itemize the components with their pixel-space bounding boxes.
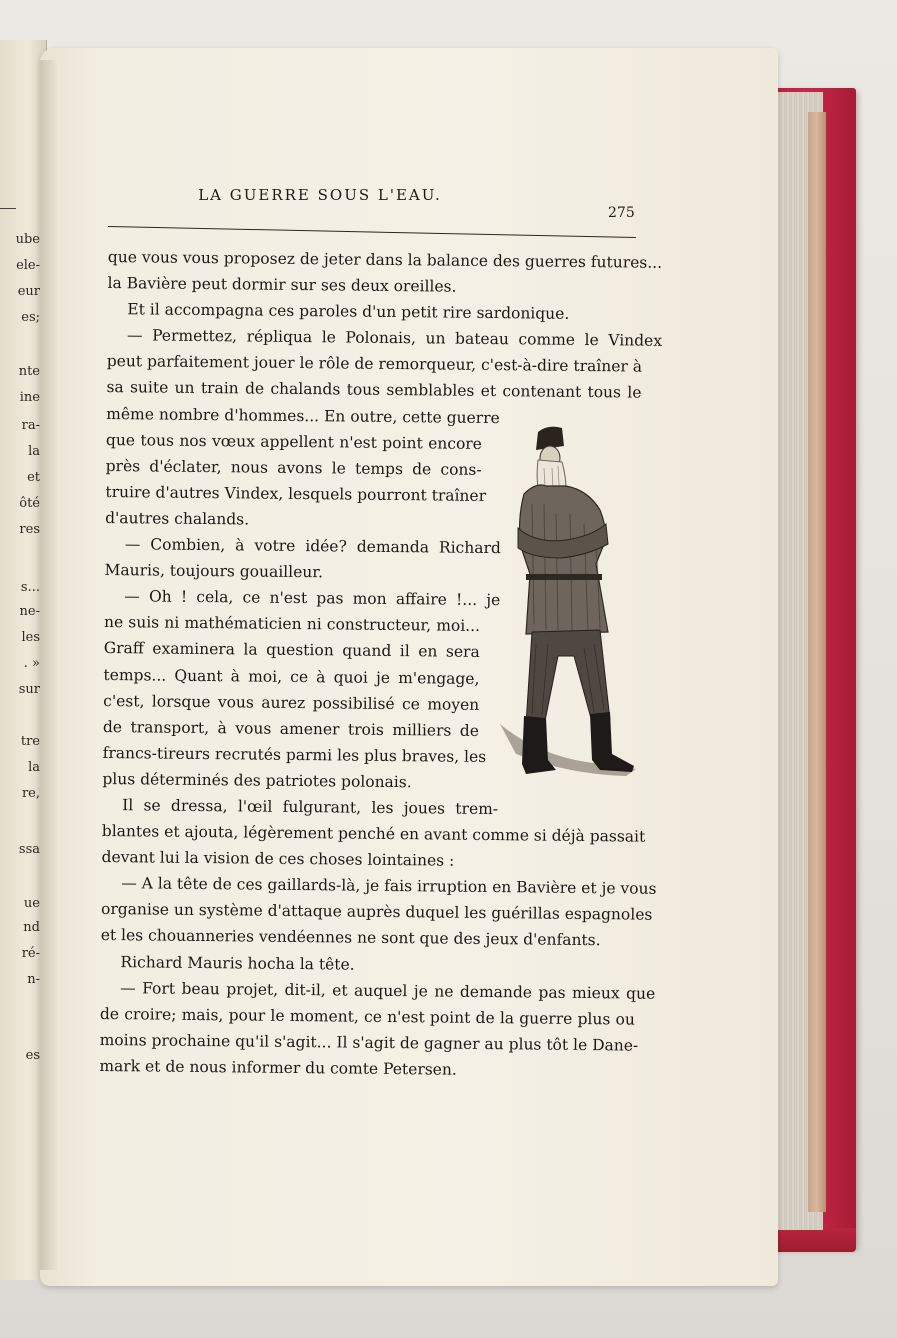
text-line: temps... Quant à moi, ce à quoi je m'engage, [103, 665, 480, 688]
previous-page-fragment: la [28, 444, 40, 459]
illustration-bearded-man [496, 424, 644, 786]
text-line: devant lui la vision de ces choses lointaines : [101, 848, 455, 870]
text-line: ne suis ni mathématicien ni constructeur, moi... [103, 613, 481, 636]
text-line: sa suite un train de chalands tous semblables et contenant tous le [106, 378, 642, 403]
text-line: — Oh ! cela, ce n'est pas mon affaire !... je [124, 587, 501, 610]
text-line: organise un système d'attaque auprès duquel les guérillas espagnoles [100, 900, 653, 925]
text-line: près d'éclater, nous avons le temps de cons- [105, 456, 482, 479]
text-line: — Fort beau projet, dit-il, et auquel je ne demande pas mieux que [120, 978, 656, 1003]
text-line: c'est, lorsque vous aurez possibilisé ce moyen [103, 691, 480, 714]
text-line: peut parfaitement jouer le rôle de remorqueur, c'est-à-dire traîner à [106, 352, 643, 376]
text-line: la Bavière peut dormir sur ses deux oreilles. [107, 274, 457, 296]
previous-page-fragment: ré- [21, 946, 40, 961]
previous-page-fragment: res [19, 522, 40, 537]
text-line: — A la tête de ces gaillards-là, je fais irruption en Bavière et je vous [121, 874, 657, 899]
text-line: plus déterminés des patriotes polonais. [102, 769, 412, 792]
previous-page-fragment: nte [18, 364, 40, 379]
previous-page-fragment: ôté [19, 496, 40, 511]
text-line: d'autres chalands. [105, 508, 250, 529]
previous-page-fragment: n- [27, 972, 40, 987]
previous-page-fragment: re, [21, 786, 40, 801]
text-line: que vous vous proposez de jeter dans la balance des guerres futures... [107, 247, 663, 272]
previous-page-fragment: ube [15, 232, 40, 247]
page-block-edge [808, 112, 826, 1212]
page-gutter-shadow [40, 60, 58, 1270]
previous-page-fragment: es; [21, 310, 40, 325]
text-line: que tous nos vœux appellent n'est point encore [105, 430, 483, 453]
text-line: francs-tireurs recrutés parmi les plus braves, les [102, 743, 487, 766]
text-line: et les chouanneries vendéennes ne sont que des jeux d'enfants. [100, 926, 601, 950]
text-line: de transport, à vous amener trois milliers de [102, 717, 480, 740]
previous-page-fragment: s... [20, 580, 40, 595]
text-line: moins prochaine qu'il s'agit... Il s'agit de gagner au plus tôt le Dane- [99, 1030, 639, 1055]
previous-page-fragment: eur [17, 284, 40, 299]
text-line: Et il accompagna ces paroles d'un petit rire sardonique. [127, 300, 570, 324]
previous-page-fragment: ra- [21, 418, 40, 433]
text-line: — Combien, à votre idée? demanda Richard [124, 535, 501, 558]
previous-page-rule [0, 208, 16, 209]
text-line: Mauris, toujours gouailleur. [104, 561, 324, 582]
running-head: LA GUERRE SOUS L'EAU. [198, 186, 442, 204]
previous-page-fragment: es [25, 1048, 40, 1063]
previous-page-fragment: nd [23, 920, 40, 935]
previous-page-fragment: les [21, 630, 40, 645]
text-line: Il se dressa, l'œil fulgurant, les joues trem- [122, 796, 499, 819]
text-line: Graff examinera la question quand il en sera [103, 639, 480, 662]
previous-page-fragment: . » [23, 656, 40, 671]
previous-page-fragment: sur [18, 682, 40, 697]
previous-page-fragment: ine [19, 390, 40, 405]
text-line: Richard Mauris hocha la tête. [120, 952, 355, 974]
text-line: même nombre d'hommes... En outre, cette guerre [106, 404, 500, 427]
previous-page-fragment: ue [23, 896, 40, 911]
previous-page-fragment: ele- [16, 258, 40, 273]
page-number: 275 [608, 205, 635, 221]
text-line: de croire; mais, pour le moment, ce n'est point de la guerre plus ou [99, 1004, 636, 1029]
previous-page-fragment: et [27, 470, 40, 485]
text-line: mark et de nous informer du comte Petersen. [99, 1056, 457, 1079]
text-line: truire d'autres Vindex, lesquels pourront traîner [105, 482, 487, 505]
previous-page-fragment: tre [20, 734, 40, 749]
previous-page-fragment: la [28, 760, 40, 775]
text-line: blantes et ajouta, légèrement penché en avant comme si déjà passait [101, 822, 646, 846]
text-line: — Permettez, répliqua le Polonais, un bateau comme le Vindex [126, 326, 663, 351]
previous-page-fragment: ne- [19, 604, 40, 619]
previous-page-fragment: ssa [18, 842, 40, 857]
